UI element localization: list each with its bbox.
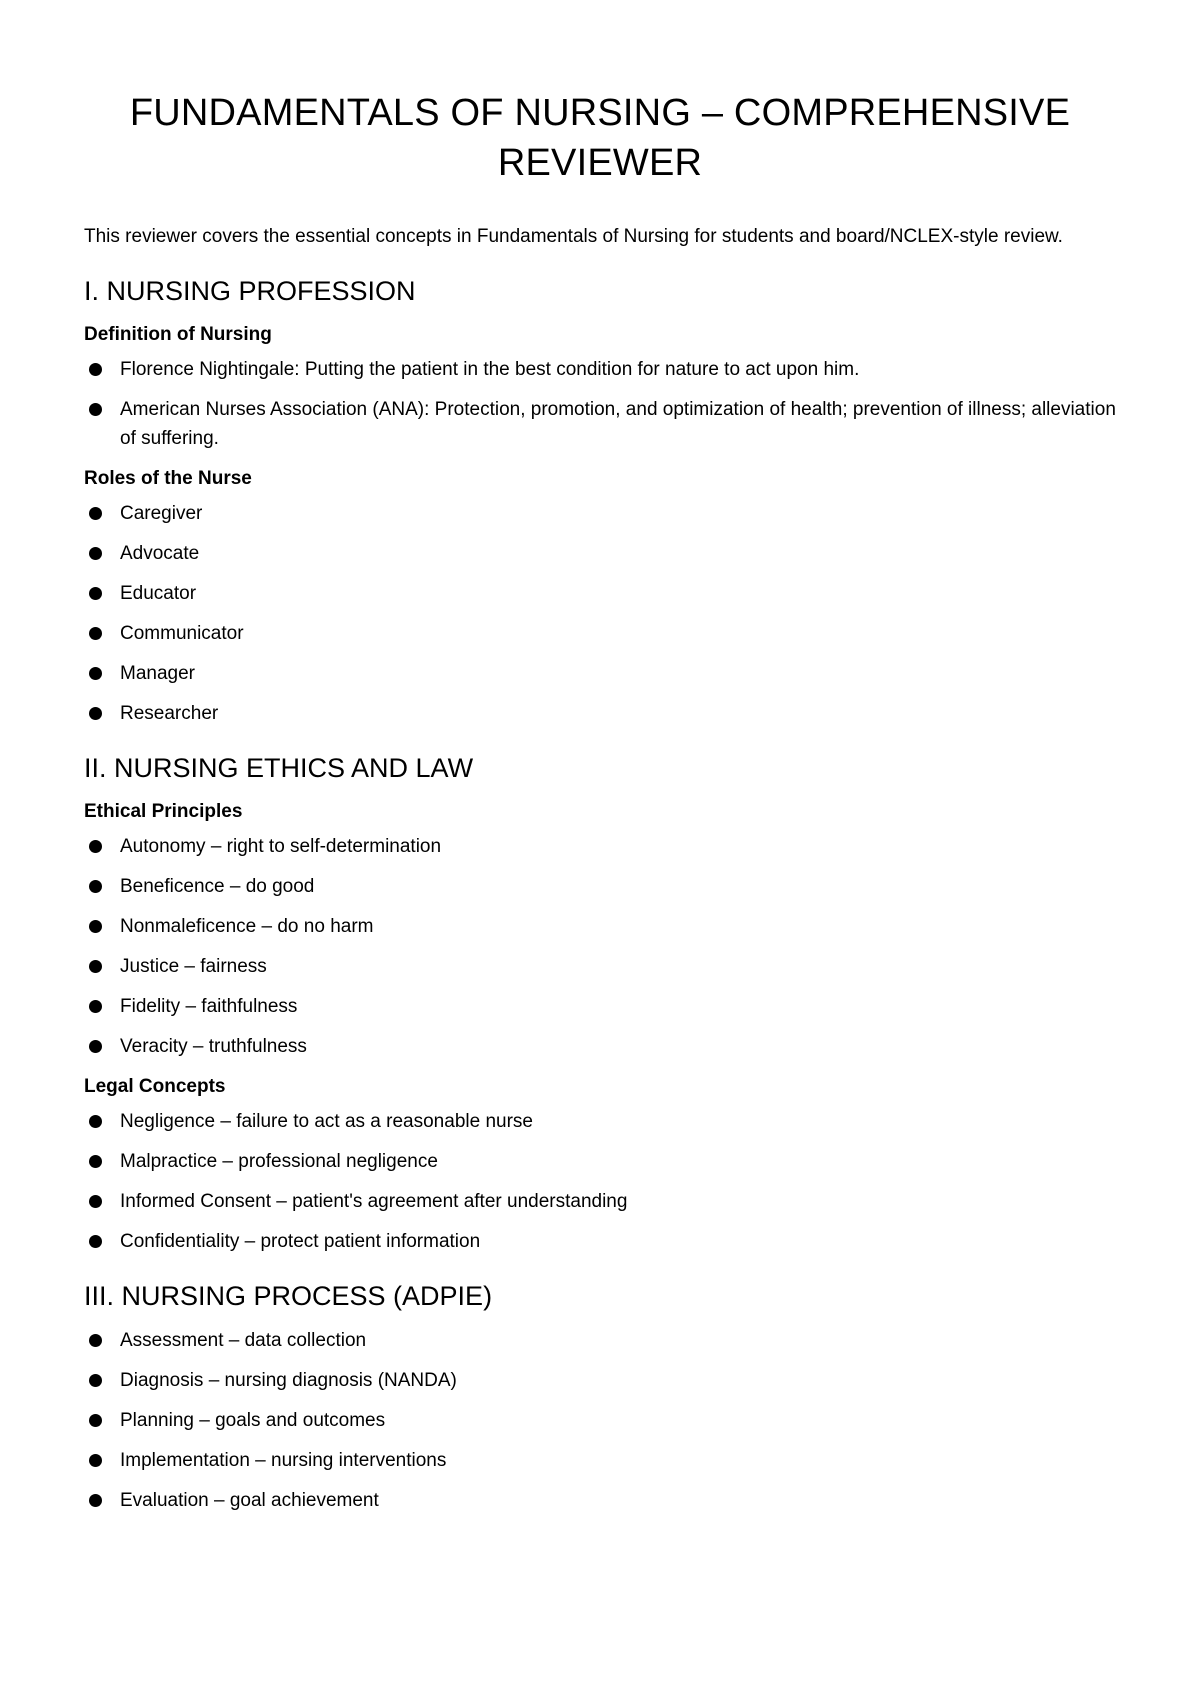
list-item <box>84 499 1116 528</box>
bullet-icon <box>89 1334 102 1347</box>
list-item-text: Autonomy – right to self-determination <box>120 836 442 857</box>
list-item <box>84 1107 1116 1136</box>
list-item <box>84 1326 1116 1355</box>
list-item <box>84 699 1116 728</box>
bullet-icon <box>89 920 102 933</box>
bullet-list <box>84 1326 1116 1515</box>
bullet-icon <box>89 627 102 640</box>
list-item-text: Malpractice – professional negligence <box>120 1151 438 1172</box>
bullet-icon <box>89 363 102 376</box>
section-heading: I. NURSING PROFESSION <box>84 276 416 306</box>
list-item <box>84 832 1116 861</box>
document-title-line-2: REVIEWER <box>497 142 703 184</box>
list-item-text: American Nurses Association (ANA): Protection, promotion, and optimization of health; prevention of illness; alleviation of suffering. <box>120 399 1116 449</box>
subsection-title-roles-of-the-nurse: Roles of the Nurse <box>84 468 252 489</box>
list-item <box>84 1147 1116 1176</box>
list-item-text: Assessment – data collection <box>120 1330 367 1351</box>
bullet-icon <box>89 960 102 973</box>
section-nursing-process <box>84 1278 1116 1515</box>
list-item <box>84 872 1116 901</box>
bullet-icon <box>89 1155 102 1168</box>
list-item-text: Planning – goals and outcomes <box>120 1410 386 1431</box>
list-item-text: Nonmaleficence – do no harm <box>120 916 374 937</box>
list-item <box>84 539 1116 568</box>
bullet-icon <box>89 1454 102 1467</box>
bullet-icon <box>89 1235 102 1248</box>
bullet-list <box>84 832 1116 1061</box>
section-nursing-ethics-and-law <box>84 750 1116 1256</box>
list-item-text: Caregiver <box>120 503 203 524</box>
list-item-text: Florence Nightingale: Putting the patient in the best condition for nature to act upon him. <box>120 359 860 380</box>
bullet-icon <box>89 840 102 853</box>
list-item <box>84 395 1116 453</box>
list-item-text: Manager <box>120 663 195 684</box>
intro-paragraph: This reviewer covers the essential concepts in Fundamentals of Nursing for students and board/NCLEX-style review. <box>84 226 1063 247</box>
bullet-icon <box>89 1040 102 1053</box>
bullet-icon <box>89 880 102 893</box>
list-item <box>84 579 1116 608</box>
list-item-text: Veracity – truthfulness <box>120 1036 307 1057</box>
list-item-text: Beneficence – do good <box>120 876 315 897</box>
list-item-text: Confidentiality – protect patient information <box>120 1231 481 1252</box>
list-item-text: Communicator <box>120 623 244 644</box>
list-item-text: Implementation – nursing interventions <box>120 1450 447 1471</box>
bullet-icon <box>89 507 102 520</box>
bullet-icon <box>89 707 102 720</box>
list-item <box>84 1446 1116 1475</box>
bullet-icon <box>89 1494 102 1507</box>
section-heading: II. NURSING ETHICS AND LAW <box>84 753 474 783</box>
list-item <box>84 659 1116 688</box>
list-item-text: Fidelity – faithfulness <box>120 996 298 1017</box>
bullet-list <box>84 1107 1116 1256</box>
list-item <box>84 912 1116 941</box>
bullet-list <box>84 499 1116 728</box>
subsection-title-ethical-principles: Ethical Principles <box>84 801 243 822</box>
list-item <box>84 1187 1116 1216</box>
bullet-icon <box>89 403 102 416</box>
bullet-icon <box>89 1000 102 1013</box>
list-item-text: Justice – fairness <box>120 956 267 977</box>
bullet-icon <box>89 667 102 680</box>
section-nursing-profession <box>84 273 1116 728</box>
list-item <box>84 1032 1116 1061</box>
bullet-icon <box>89 1414 102 1427</box>
list-item-text: Diagnosis – nursing diagnosis (NANDA) <box>120 1370 457 1391</box>
list-item <box>84 1486 1116 1515</box>
subsection-title-definition-of-nursing: Definition of Nursing <box>84 324 272 345</box>
bullet-icon <box>89 547 102 560</box>
list-item <box>84 992 1116 1021</box>
list-item <box>84 1366 1116 1395</box>
bullet-icon <box>89 587 102 600</box>
bullet-icon <box>89 1195 102 1208</box>
list-item <box>84 1227 1116 1256</box>
list-item-text: Informed Consent – patient's agreement after understanding <box>120 1191 628 1212</box>
document-title <box>84 88 1116 188</box>
list-item <box>84 1406 1116 1435</box>
list-item <box>84 619 1116 648</box>
list-item <box>84 355 1116 384</box>
section-heading: III. NURSING PROCESS (ADPIE) <box>84 1281 493 1311</box>
list-item <box>84 952 1116 981</box>
bullet-list <box>84 355 1116 453</box>
subsection-title-legal-concepts: Legal Concepts <box>84 1076 226 1097</box>
document-title-line-1: FUNDAMENTALS OF NURSING – COMPREHENSIVE <box>129 92 1071 134</box>
bullet-icon <box>89 1115 102 1128</box>
list-item-text: Researcher <box>120 703 219 724</box>
bullet-icon <box>89 1374 102 1387</box>
list-item-text: Evaluation – goal achievement <box>120 1490 379 1511</box>
list-item-text: Educator <box>120 583 197 604</box>
list-item-text: Negligence – failure to act as a reasonable nurse <box>120 1111 533 1132</box>
list-item-text: Advocate <box>120 543 200 564</box>
